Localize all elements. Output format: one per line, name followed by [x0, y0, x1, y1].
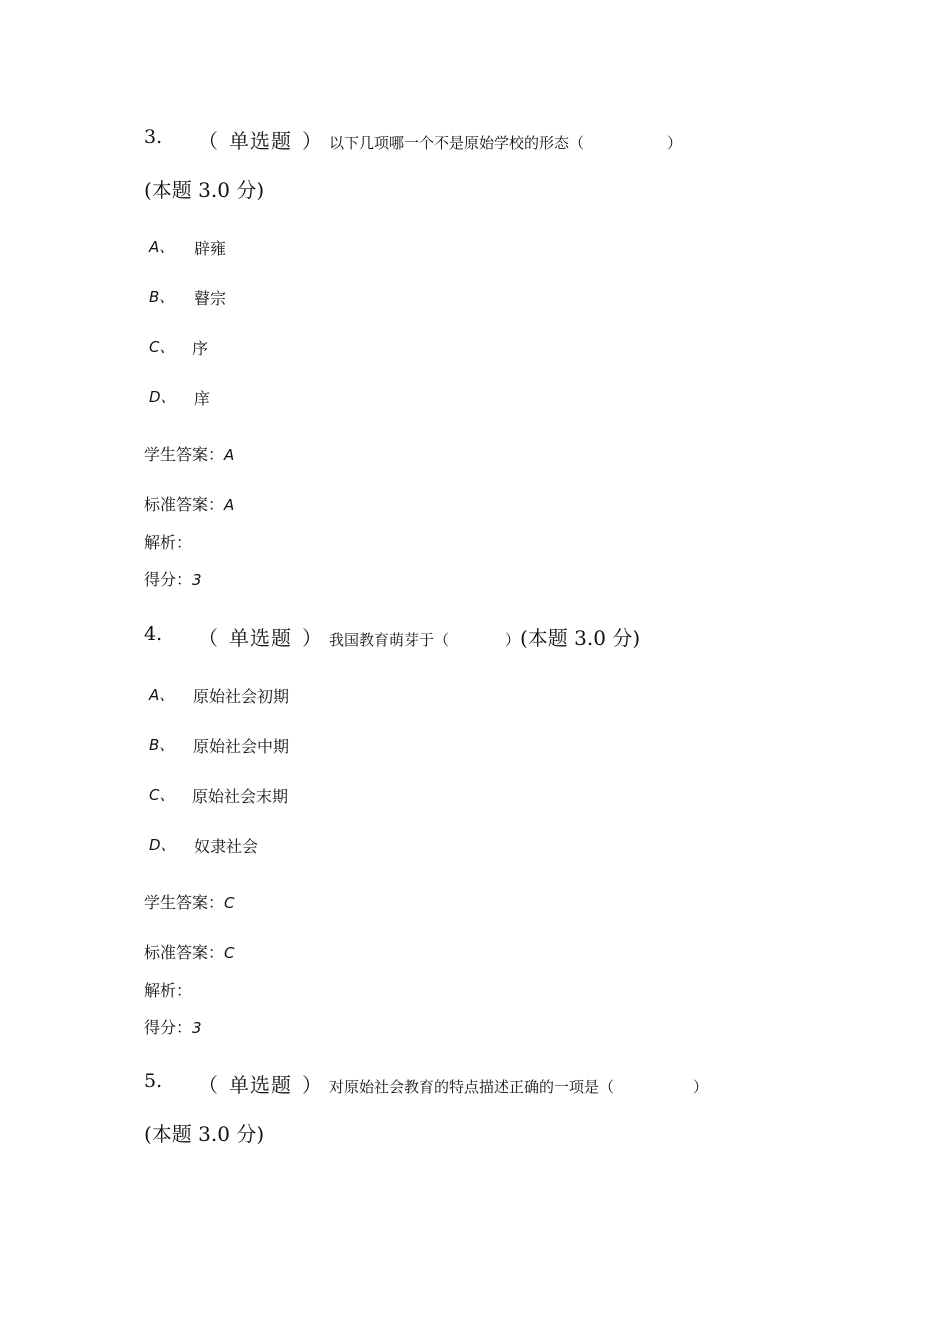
analysis-label: 解析： — [144, 981, 193, 1000]
question-type: （ 单选题 ） — [198, 129, 323, 153]
question-number: 4. — [144, 623, 163, 645]
question-text-close: ） — [693, 1078, 709, 1096]
score: 得分：3 — [144, 1018, 202, 1037]
analysis-label: 解析： — [144, 533, 193, 552]
student-answer-value: C — [224, 894, 235, 912]
standard-answer-value: A — [224, 496, 235, 514]
standard-answer-value: C — [224, 944, 235, 962]
question-number: 5. — [144, 1070, 163, 1092]
score-value: 3 — [192, 1019, 202, 1037]
score: 得分：3 — [144, 570, 202, 589]
question-text-close: ） — [667, 134, 683, 152]
student-answer: 学生答案：C — [144, 893, 235, 912]
question-text: 对原始社会教育的特点描述正确的一项是（ — [329, 1078, 615, 1096]
score-value: 3 — [192, 571, 202, 589]
option-text: 原始社会末期 — [192, 787, 289, 806]
question-text: 我国教育萌芽于（ — [329, 631, 450, 649]
option-text: 辟雍 — [194, 239, 227, 258]
option-text: 原始社会中期 — [193, 737, 290, 756]
standard-answer: 标准答案：A — [144, 495, 235, 514]
question-points: (本题 3.0 分) — [144, 1122, 265, 1146]
question-type: （ 单选题 ） — [198, 1073, 323, 1097]
option-text: 序 — [192, 339, 209, 358]
option-letter: D、 — [149, 388, 176, 406]
student-answer: 学生答案：A — [144, 445, 235, 464]
option-text: 原始社会初期 — [193, 687, 290, 706]
question-number: 3. — [144, 126, 163, 148]
option-text: 庠 — [194, 389, 211, 408]
option-text: 奴隶社会 — [194, 837, 259, 856]
option-text: 瞽宗 — [194, 289, 227, 308]
question-points: (本题 3.0 分) — [144, 178, 265, 202]
question-type: （ 单选题 ） — [198, 626, 323, 650]
question-text: 以下几项哪一个不是原始学校的形态（ — [329, 134, 585, 152]
standard-answer: 标准答案：C — [144, 943, 235, 962]
option-letter: A、 — [149, 238, 175, 256]
question-points: (本题 3.0 分) — [520, 626, 641, 650]
option-letter: C、 — [149, 338, 175, 356]
option-letter: D、 — [149, 836, 176, 854]
question-text-close: ） — [505, 631, 521, 649]
option-letter: C、 — [149, 786, 175, 804]
option-letter: B、 — [149, 736, 175, 754]
option-letter: B、 — [149, 288, 175, 306]
option-letter: A、 — [149, 686, 175, 704]
student-answer-value: A — [224, 446, 235, 464]
